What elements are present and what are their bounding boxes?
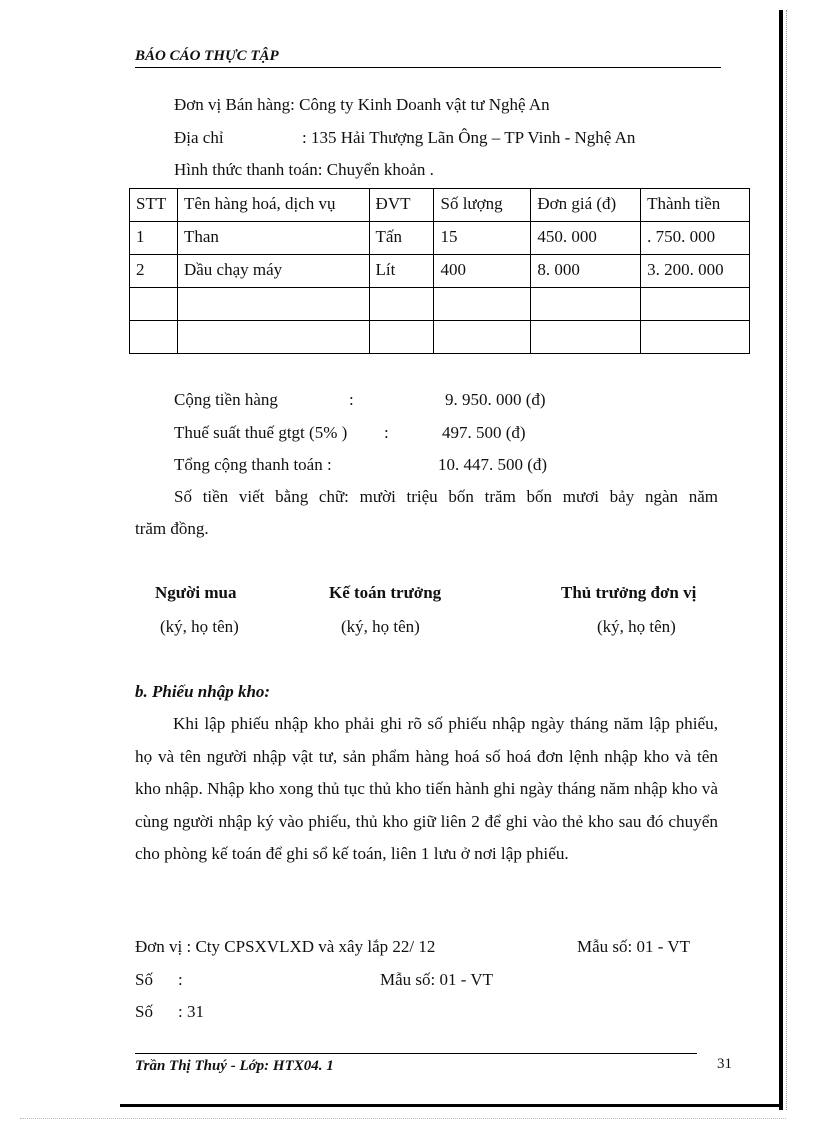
address-label: Địa chỉ	[174, 128, 224, 147]
table-cell: 1	[130, 222, 178, 255]
report-header-title: BÁO CÁO THỰC TẬP	[135, 48, 279, 64]
page-frame-dotted-right	[786, 10, 787, 1110]
tax-colon: :	[384, 423, 389, 442]
address-value: : 135 Hải Thượng Lãn Ông – TP Vinh - Nghệ An	[302, 128, 636, 147]
subtotal-colon: :	[349, 390, 354, 409]
receipt-number-value: : 31	[178, 1002, 204, 1021]
table-cell	[641, 288, 750, 321]
tax-value: 497. 500 (đ)	[442, 423, 526, 442]
grand-total-label: Tổng cộng thanh toán :	[174, 455, 332, 474]
payment-line: Hình thức thanh toán: Chuyển khoản .	[174, 160, 434, 179]
table-cell	[130, 321, 178, 354]
table-cell	[641, 321, 750, 354]
goods-table	[129, 188, 750, 354]
section-b-paragraph: Khi lập phiếu nhập kho phải ghi rõ số phiếu nhập ngày tháng năm lập phiếu, họ và tên người nhập vật tư, sản phẩm hàng hoá số hoá đơn lệnh nhập kho và tên kho nhập. Nhập kho xong thủ tục thủ kho tiến hành ghi ngày tháng năm nhập kho và cùng người nhập ký vào phiếu, thủ kho giữ liên 2 để ghi vào thẻ kho sau đó chuyển cho phòng kế toán để ghi sổ kế toán, liên 1 lưu ở nơi lập phiếu.	[135, 714, 718, 864]
receipt-number-colon: :	[178, 970, 183, 989]
table-cell	[434, 321, 531, 354]
tax-label: Thuế suất thuế gtgt (5% )	[174, 423, 348, 442]
table-cell	[177, 321, 369, 354]
table-cell: 450. 000	[531, 222, 641, 255]
grand-total-value: 10. 447. 500 (đ)	[438, 455, 548, 474]
table-cell	[531, 321, 641, 354]
table-header-cell: Đơn giá (đ)	[531, 189, 641, 222]
table-cell	[434, 288, 531, 321]
receipt-unit-line: Đơn vị : Cty CPSXVLXD và xây lắp 22/ 12	[135, 937, 436, 956]
table-cell	[369, 288, 434, 321]
footer-author: Trần Thị Thuý - Lớp: HTX04. 1	[135, 1058, 334, 1074]
page-border-bottom	[120, 1104, 782, 1107]
page-border-right	[779, 10, 783, 1110]
table-row	[130, 288, 750, 321]
table-header-cell: Số lượng	[434, 189, 531, 222]
table-cell: 15	[434, 222, 531, 255]
header-divider	[135, 67, 721, 68]
table-cell: 400	[434, 255, 531, 288]
receipt-form-number-mid: Mẫu số: 01 - VT	[380, 970, 494, 989]
table-row	[130, 321, 750, 354]
signature-buyer-note: (ký, họ tên)	[160, 617, 239, 636]
table-cell: . 750. 000	[641, 222, 750, 255]
section-b-title: b. Phiếu nhập kho:	[135, 682, 271, 701]
table-header-cell: ĐVT	[369, 189, 434, 222]
amount-in-words-line2: trăm đồng.	[135, 519, 209, 538]
page-frame-dotted-bottom	[20, 1118, 786, 1119]
table-header-cell: Tên hàng hoá, dịch vụ	[177, 189, 369, 222]
table-header-cell: Thành tiền	[641, 189, 750, 222]
table-cell	[531, 288, 641, 321]
subtotal-label: Cộng tiền hàng	[174, 390, 278, 409]
table-cell	[369, 321, 434, 354]
table-cell	[130, 288, 178, 321]
table-cell	[177, 288, 369, 321]
table-cell: Tấn	[369, 222, 434, 255]
receipt-number-label-2: Số	[135, 1002, 153, 1021]
signature-accountant-note: (ký, họ tên)	[341, 617, 420, 636]
table-cell: 2	[130, 255, 178, 288]
receipt-form-number-right: Mẫu số: 01 - VT	[577, 937, 691, 956]
signature-accountant-title: Kế toán trưởng	[329, 583, 442, 602]
signature-head-note: (ký, họ tên)	[597, 617, 676, 636]
table-row	[130, 222, 750, 255]
signature-head-title: Thủ trưởng đơn vị	[561, 583, 697, 602]
footer-divider	[135, 1053, 697, 1054]
table-cell: Than	[177, 222, 369, 255]
amount-in-words-line1: Số tiền viết bằng chữ: mười triệu bốn trăm bốn mươi bảy ngàn năm	[174, 487, 718, 506]
page-number: 31	[717, 1056, 732, 1072]
table-cell: 8. 000	[531, 255, 641, 288]
table-cell: 3. 200. 000	[641, 255, 750, 288]
subtotal-value: 9. 950. 000 (đ)	[445, 390, 546, 409]
table-cell: Lít	[369, 255, 434, 288]
table-header-cell: STT	[130, 189, 178, 222]
table-row	[130, 255, 750, 288]
seller-line: Đơn vị Bán hàng: Công ty Kinh Doanh vật tư Nghệ An	[174, 95, 550, 114]
table-cell: Dầu chạy máy	[177, 255, 369, 288]
table-header-row	[130, 189, 750, 222]
receipt-number-label: Số	[135, 970, 153, 989]
signature-buyer-title: Người mua	[155, 583, 237, 602]
